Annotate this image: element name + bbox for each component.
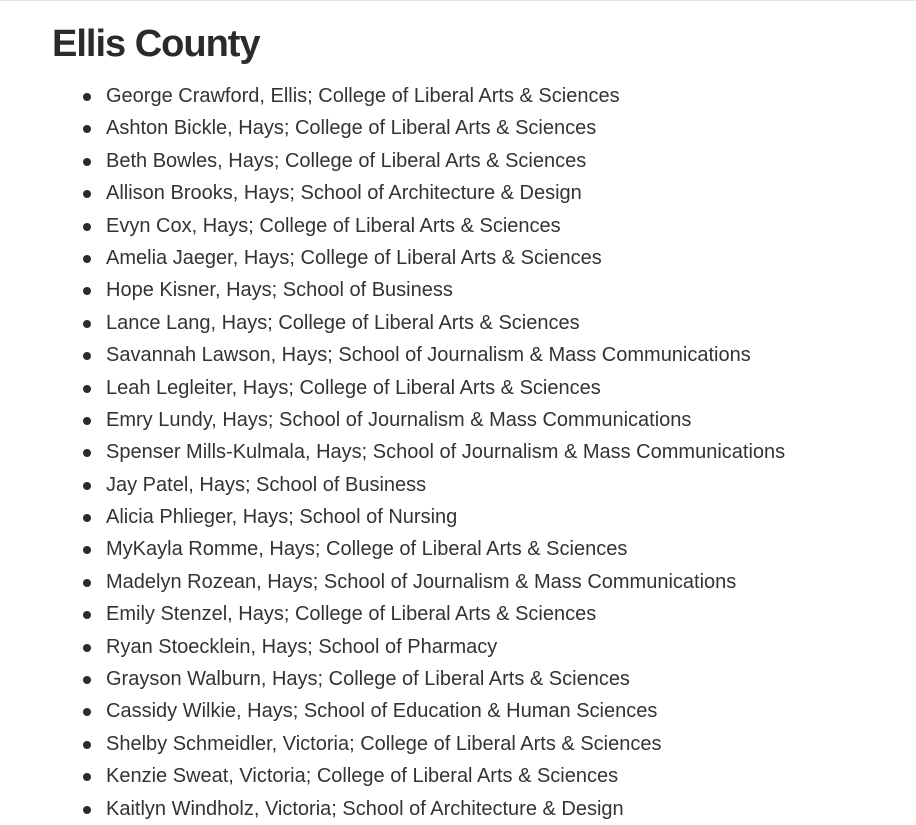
list-item-text: George Crawford, Ellis; College of Liberal Arts & Sciences (106, 85, 620, 107)
bullet-icon (83, 514, 91, 522)
list-item (0, 695, 785, 727)
list-item-text: Lance Lang, Hays; College of Liberal Arts & Sciences (106, 311, 580, 334)
section-heading: Ellis County (52, 23, 260, 65)
list-item-text: Ashton Bickle, Hays; College of Liberal Arts & Sciences (106, 117, 597, 140)
bullet-icon (83, 708, 91, 716)
list-item-text: Savannah Lawson, Hays; School of Journalism & Mass Communications (106, 344, 751, 367)
bullet-icon (83, 546, 91, 554)
list-item (0, 663, 785, 695)
bullet-icon (83, 287, 91, 295)
bullet-icon (83, 352, 91, 360)
list-item-text: Emily Stenzel, Hays; College of Liberal Arts & Sciences (106, 603, 597, 626)
list-item (0, 728, 785, 760)
list-item (0, 793, 785, 825)
bullet-icon (83, 320, 91, 328)
list-item (0, 436, 785, 468)
list-item-text: Alicia Phlieger, Hays; School of Nursing (106, 506, 458, 529)
list-item-text: Evyn Cox, Hays; College of Liberal Arts & Sciences (106, 214, 561, 237)
list-item (0, 631, 785, 663)
list-item-text: Kaitlyn Windholz, Victoria; School of Architecture & Design (106, 797, 624, 820)
bullet-icon (83, 449, 91, 457)
list-item (0, 566, 785, 598)
bullet-icon (83, 676, 91, 684)
list-item-text: Hope Kisner, Hays; School of Business (106, 279, 453, 302)
list-item (0, 469, 785, 501)
list-item (0, 242, 785, 274)
bullet-icon (83, 385, 91, 393)
list-item-text: Ryan Stoecklein, Hays; School of Pharmacy (106, 635, 498, 658)
list-item-text: Amelia Jaeger, Hays; College of Liberal Arts & Sciences (106, 246, 602, 269)
list-item-text: Beth Bowles, Hays; College of Liberal Arts & Sciences (106, 149, 587, 172)
list-item-text: Madelyn Rozean, Hays; School of Journalism & Mass Communications (106, 570, 737, 593)
bullet-icon (83, 644, 91, 652)
list-item (0, 307, 785, 339)
bullet-icon (83, 417, 91, 425)
list-item (0, 372, 785, 404)
bullet-icon (83, 806, 91, 814)
top-divider (0, 0, 916, 1)
student-list (0, 80, 785, 825)
list-item (0, 112, 785, 144)
list-item (0, 501, 785, 533)
bullet-icon (83, 611, 91, 619)
list-item (0, 760, 785, 792)
list-item (0, 80, 785, 112)
bullet-icon (83, 773, 91, 781)
list-item-text: Cassidy Wilkie, Hays; School of Education & Human Sciences (106, 700, 658, 723)
bullet-icon (83, 482, 91, 490)
list-item-text: MyKayla Romme, Hays; College of Liberal Arts & Sciences (106, 538, 628, 561)
list-item-text: Shelby Schmeidler, Victoria; College of Liberal Arts & Sciences (106, 732, 662, 755)
bullet-icon (83, 223, 91, 231)
list-item-text: Emry Lundy, Hays; School of Journalism & Mass Communications (106, 408, 692, 431)
bullet-icon (83, 579, 91, 587)
bullet-icon (83, 741, 91, 749)
list-item-text: Jay Patel, Hays; School of Business (106, 473, 427, 496)
bullet-icon (83, 93, 91, 101)
list-item (0, 274, 785, 306)
list-item (0, 598, 785, 630)
bullet-icon (83, 190, 91, 198)
bullet-icon (83, 125, 91, 133)
list-item-text: Leah Legleiter, Hays; College of Liberal Arts & Sciences (106, 376, 601, 399)
list-item (0, 210, 785, 242)
list-item-text: Grayson Walburn, Hays; College of Liberal Arts & Sciences (106, 668, 630, 691)
list-item-text: Allison Brooks, Hays; School of Architecture & Design (106, 182, 582, 205)
list-item-text: Kenzie Sweat, Victoria; College of Liberal Arts & Sciences (106, 765, 619, 788)
bullet-icon (83, 255, 91, 263)
list-item (0, 145, 785, 177)
list-item-text: Spenser Mills-Kulmala, Hays; School of Journalism & Mass Communications (106, 441, 786, 464)
list-item (0, 404, 785, 436)
list-item (0, 339, 785, 371)
bullet-icon (83, 158, 91, 166)
list-item (0, 177, 785, 209)
list-item (0, 533, 785, 565)
